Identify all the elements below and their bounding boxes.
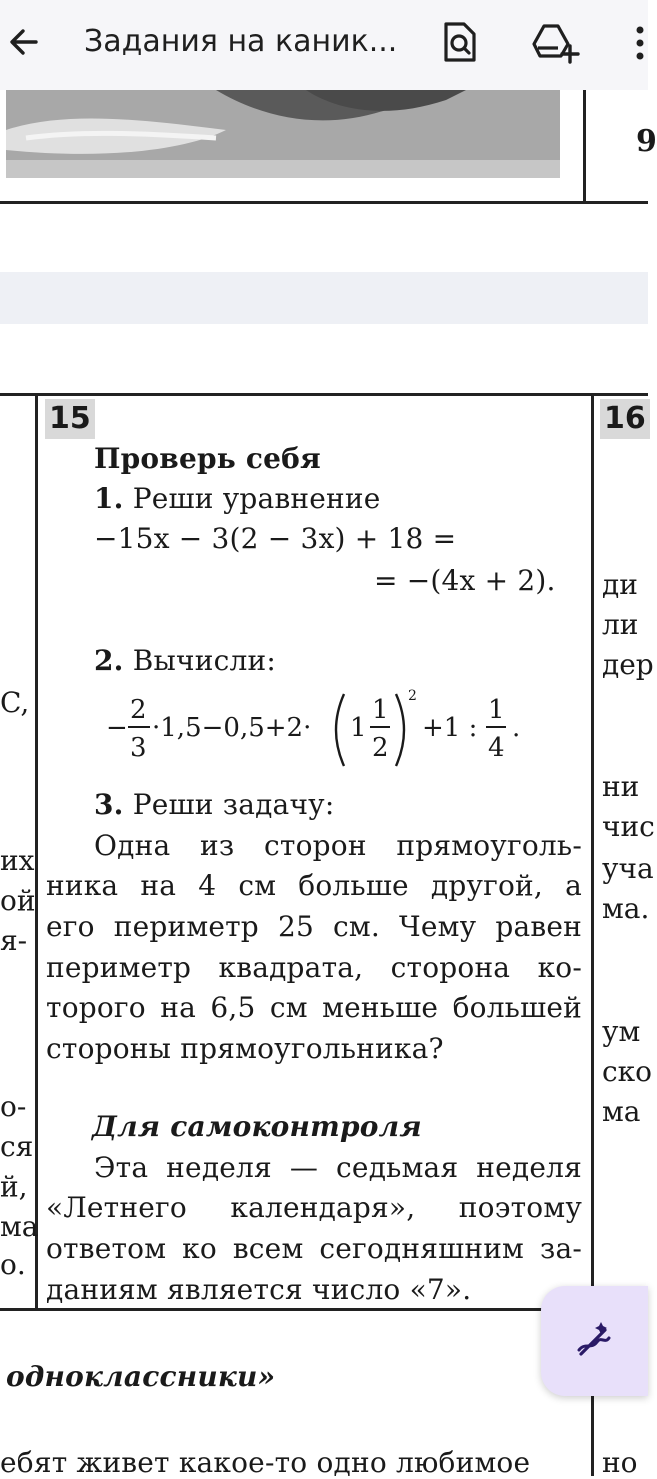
cut-text: C, [0,686,30,719]
pencil-sparkle-icon [575,1320,615,1360]
cut-page-number: 9 [636,124,657,159]
divider [0,201,648,204]
cut-text: дер [602,648,654,681]
cut-text: ли [602,608,639,641]
svg-text:1: 1 [488,695,505,725]
svg-text:·1,5−0,5+2·: ·1,5−0,5+2· [152,713,312,743]
cell-number-16: 16 [600,399,650,439]
svg-text:1: 1 [350,713,367,743]
problem-line: его периметр 25 см. Чему равен [46,910,582,943]
svg-text:−: − [106,713,128,743]
cut-text: ум [602,1015,641,1048]
animal-photo [6,90,560,178]
task-3 [94,788,334,821]
doc-search-icon[interactable] [438,20,482,64]
cell-heading: Проверь себя [94,442,321,475]
cut-text: ско [602,1055,653,1088]
svg-text:+1 :: +1 : [422,713,478,743]
task-number: 1. [94,482,124,515]
cut-text: ди [602,568,638,601]
cut-text: ой [0,884,36,917]
cut-text: о- [0,1090,27,1123]
cut-text: чис [602,810,655,843]
more-vert-icon[interactable] [628,22,648,64]
cut-text: я- [0,924,28,957]
cut-text: о. [0,1248,26,1281]
svg-text:2: 2 [130,695,147,725]
cut-text: й, [0,1170,28,1203]
svg-text:2: 2 [408,688,417,704]
cut-text: ма [0,1210,39,1243]
section-title: одноклассники» [6,1360,276,1393]
math-expression [104,690,534,770]
task-1 [94,482,381,515]
annotate-fab[interactable] [541,1286,648,1396]
svg-text:3: 3 [130,733,147,763]
cut-text: ся [0,1130,34,1163]
cut-text: но [602,1446,638,1479]
divider [0,1308,592,1311]
divider [35,393,38,1311]
cut-text: ебят живет какое-то одно любимое [0,1446,531,1479]
page-gap [0,272,648,324]
arrow-left-icon[interactable] [4,22,44,62]
selfcheck-line: Эта неделя — седьмая неделя [94,1151,582,1184]
equation-line-2: = −(4x + 2). [374,564,556,597]
svg-text:1: 1 [372,695,389,725]
selfcheck-line: ответом ко всем сегодняшним за- [46,1232,582,1265]
task-text: Вычисли: [132,644,276,677]
problem-line: торого на 6,5 см меньше большей [46,991,582,1024]
cut-text: ма [602,1095,641,1128]
cut-text: ни [602,770,640,803]
problem-line: стороны прямоугольника? [46,1032,444,1065]
svg-text:2: 2 [372,733,389,763]
task-text: Реши уравнение [132,482,381,515]
svg-text:.: . [512,713,521,743]
selfcheck-line: «Летнего календаря», поэтому [46,1191,582,1224]
selfcheck-title: Для самоконтроля [92,1110,422,1143]
svg-text:4: 4 [488,733,505,763]
divider [583,90,586,204]
problem-line: периметр квадрата, сторона ко- [46,951,582,984]
divider [0,393,648,396]
task-2 [94,644,276,677]
cell-number-15: 15 [45,399,95,439]
problem-line: Одна из сторон прямоуголь- [94,829,582,862]
task-text: Реши задачу: [132,788,335,821]
cut-text: уча [602,852,654,885]
cut-text: ма. [602,892,650,925]
equation-line-1: −15x − 3(2 − 3x) + 18 = [94,522,457,555]
problem-line: ника на 4 см больше другой, а [46,869,582,902]
selfcheck-line: даниям является число «7». [46,1273,472,1306]
task-number: 2. [94,644,124,677]
document-title: Задания на каник... [84,24,398,59]
task-number: 3. [94,788,124,821]
drive-add-icon[interactable] [530,20,580,64]
app-bar [0,0,648,90]
cut-text: их [0,844,35,877]
